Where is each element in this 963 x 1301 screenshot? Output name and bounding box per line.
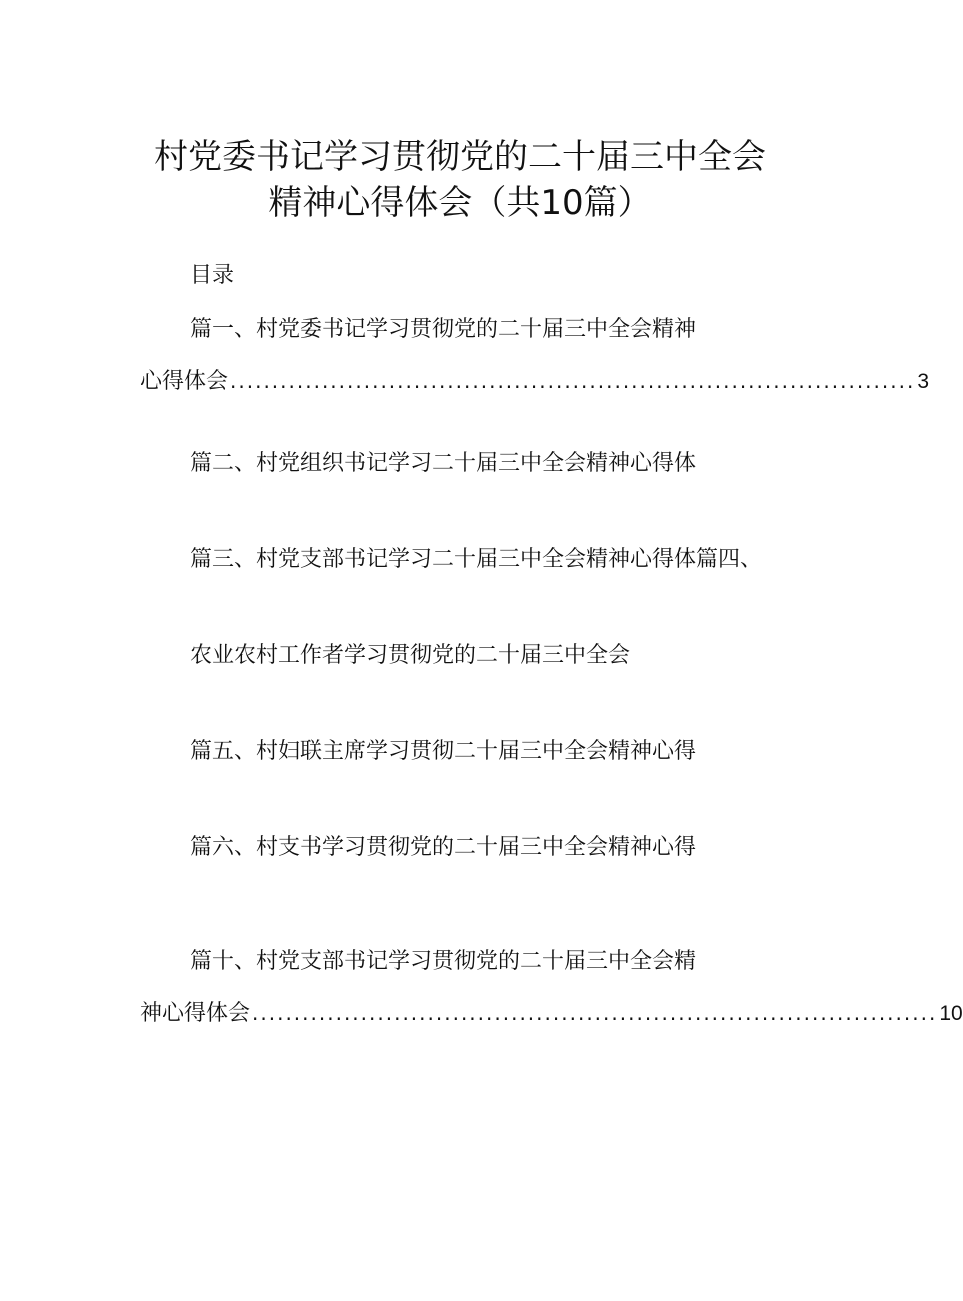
toc-entry-7-leader-dots: ..................................................................................	[252, 1001, 938, 1025]
toc-entry-4[interactable]: 农业农村工作者学习贯彻党的二十届三中全会	[190, 643, 631, 668]
toc-entry-1-line-2[interactable]	[140, 366, 930, 397]
toc-entry-1-line-1[interactable]: 篇一、村党委书记学习贯彻党的二十届三中全会精神	[190, 317, 697, 342]
toc-entry-7-text: 神心得体会	[140, 1001, 251, 1026]
toc-entry-7-line-2[interactable]	[140, 998, 963, 1029]
toc-entry-2[interactable]: 篇二、村党组织书记学习二十届三中全会精神心得体	[190, 451, 697, 476]
toc-entry-7-line-1[interactable]: 篇十、村党支部书记学习贯彻党的二十届三中全会精	[190, 949, 697, 974]
toc-entry-7-page-number: 10	[939, 1002, 963, 1025]
toc-entry-1-text: 心得体会	[140, 369, 229, 394]
toc-entry-1-page-number: 3	[917, 370, 930, 393]
document-title-line-2: 精神心得体会（共10篇）	[268, 183, 652, 223]
toc-entry-3[interactable]: 篇三、村党支部书记学习二十届三中全会精神心得体篇四、	[190, 547, 763, 572]
toc-heading: 目录	[190, 263, 235, 288]
toc-entry-5[interactable]: 篇五、村妇联主席学习贯彻二十届三中全会精神心得	[190, 739, 697, 764]
document-title-line-1: 村党委书记学习贯彻党的二十届三中全会	[154, 137, 766, 177]
toc-entry-1-leader-dots: ..................................................................................	[230, 369, 916, 393]
toc-entry-6[interactable]: 篇六、村支书学习贯彻党的二十届三中全会精神心得	[190, 835, 697, 860]
